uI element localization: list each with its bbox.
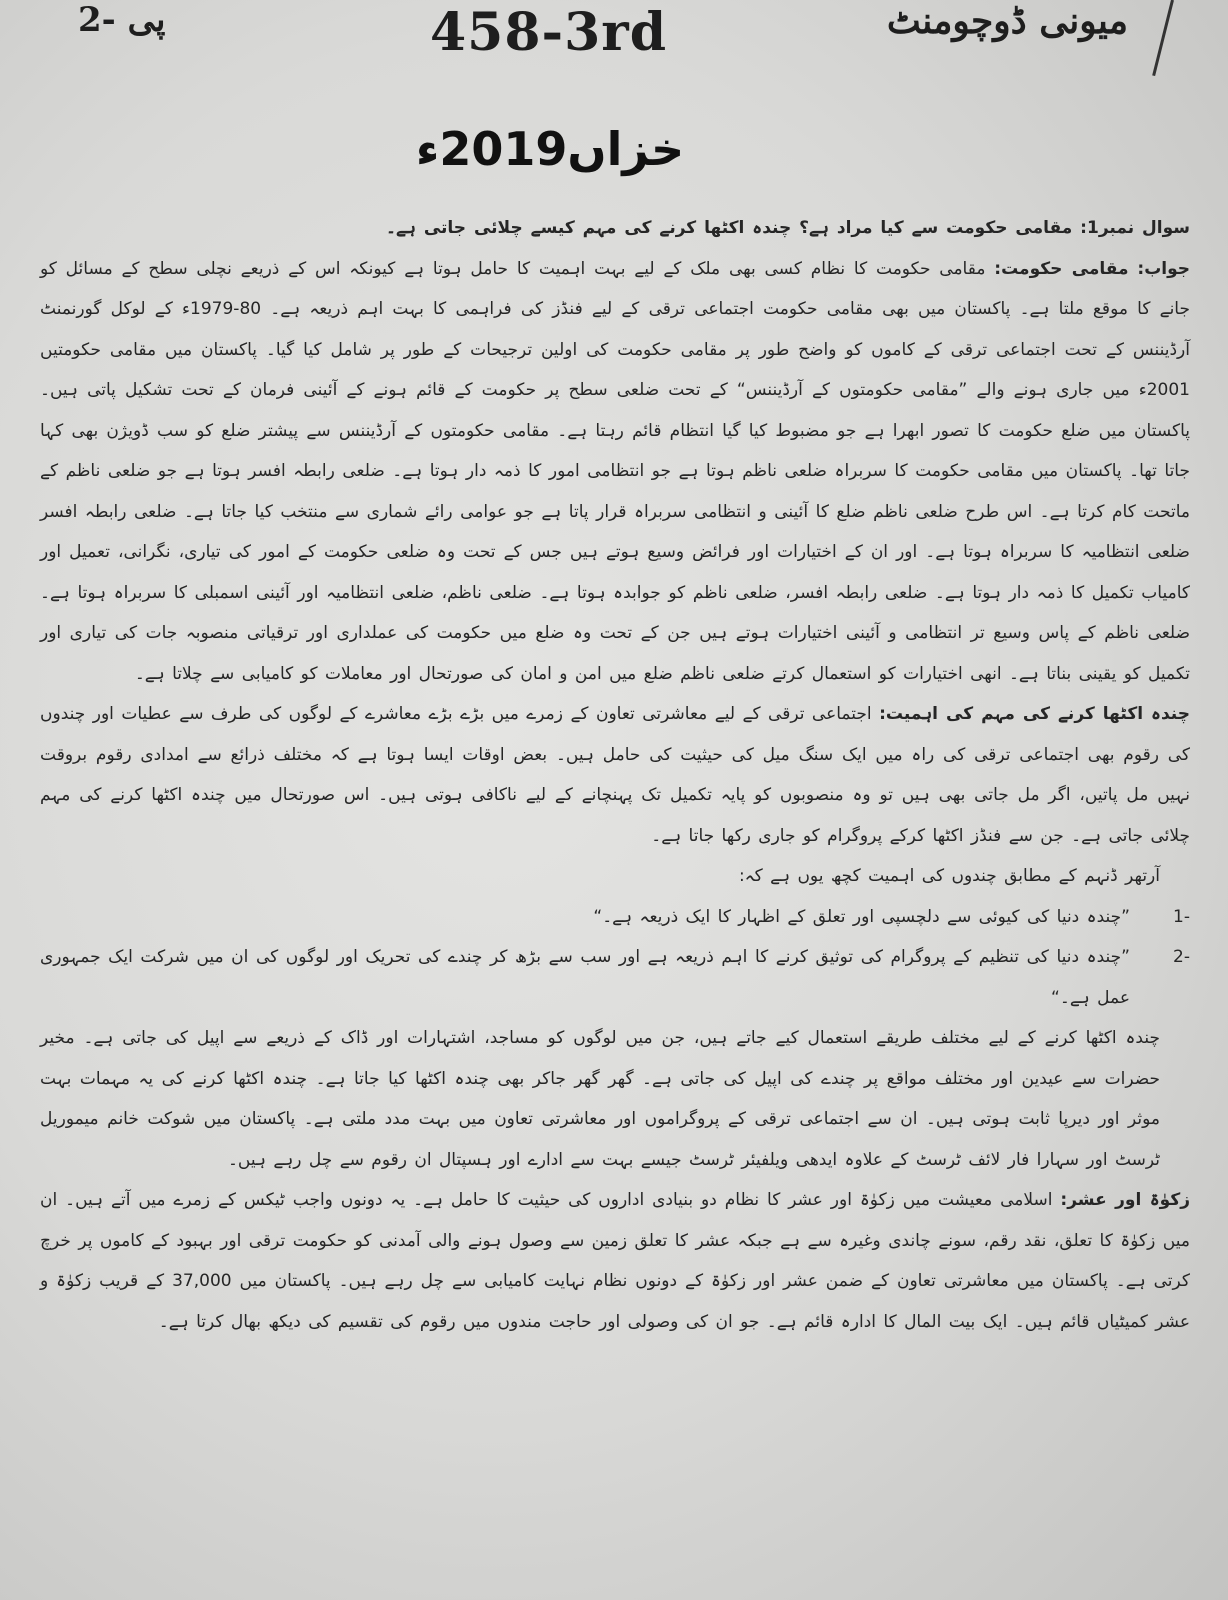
- list-item-number: -2: [1173, 947, 1190, 967]
- page-code-left: پی -2: [78, 0, 166, 40]
- document-body: [40, 208, 1190, 1342]
- list-item: [40, 937, 1190, 1018]
- answer-paragraph-1: [40, 249, 1190, 695]
- list-item-text: ”چندہ دنیا کی تنظیم کے پروگرام کی توثیق کرنے کا اہم ذریعہ ہے اور سب سے بڑھ کر چندے کی تحریک اور لوگوں کی ان میں شرکت ایک جمہوری عمل ہے۔“: [40, 947, 1130, 1008]
- fund-raising-paragraph: [40, 694, 1190, 856]
- zakat-heading: زکوٰۃ اور عشر:: [1060, 1190, 1190, 1210]
- quote-intro: آرتھر ڈنہم کے مطابق چندوں کی اہمیت کچھ یوں ہے کہ:: [738, 866, 1160, 886]
- local-government-heading: مقامی حکومت:: [994, 258, 1129, 279]
- course-code: 458-3rd: [430, 2, 668, 63]
- margin-line: [1152, 0, 1174, 76]
- zakat-paragraph: [40, 1180, 1190, 1342]
- local-government-text: مقامی حکومت کا نظام کسی بھی ملک کے لیے بہت اہمیت کا حامل ہوتا ہے کیونکہ اس کے ذریعے نچلی سطح کے مسائل کو جانے کا موقع ملتا ہے۔ پاکستان میں بھی مقامی حکومت اجتماعی ترقی کے لیے فنڈز کی فراہمی کا بہت اہم ذریعہ ہے۔ 80-1979ء کے لوکل گورنمنٹ آرڈیننس کے تحت اجتماعی ترقی کے کاموں کو واضح طور پر مقامی حکومت کی اولین ترجیحات کے طور پر شامل کیا گیا۔ پاکستان میں مقامی حکومتیں 2001ء میں جاری ہونے والے ”مقامی حکومتوں کے آرڈیننس“ کے تحت ضلعی سطح پر حکومت کے قائم ہونے کے آئینی فرمان کے تحت تشکیل پاتی ہیں۔ پاکستان میں ضلع حکومت کا تصور ابھرا ہے جو مضبوط کیا گیا انتظام قائم رہتا ہے۔ مقامی حکومتوں کے آرڈیننس سے پیشتر ضلع کو سب ڈویژن بھی کہا جاتا تھا۔ پاکستان میں مقامی حکومت کا سربراہ ضلعی ناظم ہوتا ہے جو انتظامی امور کا ذمہ دار ہوتا ہے۔ ضلعی رابطہ افسر ہوتا ہے جو ضلعی ناظم کے ماتحت کام کرتا ہے۔ اس طرح ضلعی ناظم ضلع کا آئینی و انتظامی سربراہ قرار پاتا ہے جو عوامی رائے شماری سے منتخب کیا جاتا ہے۔ ضلعی رابطہ افسر ضلعی انتظامیہ کا سربراہ ہوتا ہے۔ اور ان کے اختیارات اور فرائض وسیع ہوتے ہیں جس کے تحت وہ ضلعی حکومت کے امور کی تیاری، نگرانی، تعمیل اور کامیاب تکمیل کا ذمہ دار ہوتا ہے۔ ضلعی رابطہ افسر، ضلعی ناظم کو جوابدہ ہوتا ہے۔ ضلعی ناظم، ضلعی انتظامیہ اور آئینی اسمبلی کا سربراہ ہوتا ہے۔ ضلعی ناظم کے پاس وسیع تر انتظامی و آئینی اختیارات ہوتے ہیں جن کے تحت وہ ضلع میں حکومت کی عملداری اور ترقیاتی منصوبہ جات کی تیاری اور تکمیل کو یقینی بناتا ہے۔ انھی اختیارات کو استعمال کرتے ضلعی ناظم ضلع میں امن و امان کی صورتحال اور معاملات کو کامیابی سے چلاتا ہے۔: [40, 258, 1190, 684]
- list-item-text: ”چندہ دنیا کی کیوئی سے دلچسپی اور تعلق کے اظہار کا ایک ذریعہ ہے۔“: [593, 906, 1130, 927]
- list-item-number: -1: [1173, 906, 1190, 927]
- question-text: سوال نمبر1: مقامی حکومت سے کیا مراد ہے؟ چندہ اکٹھا کرنے کی مہم کیسے چلائی جاتی ہے۔: [386, 218, 1190, 238]
- fund-raising-methods-paragraph: چندہ اکٹھا کرنے کے لیے مختلف طریقے استعمال کیے جاتے ہیں، جن میں لوگوں کو مساجد، اشتہارات اور ڈاک کے ذریعے سے اپیل کی جاتی ہے۔ مخیر حضرات سے عیدین اور مختلف مواقع پر چندے کی اپیل کی جاتی ہے۔ گھر گھر جاکر بھی چندہ اکٹھا کیا جاتا ہے۔ چندہ اکٹھا کرنے کی یہ مہمات بہت موثر اور دیرپا ثابت ہوتی ہیں۔ ان سے اجتماعی ترقی کے پروگراموں اور معاشرتی تعاون میں بہت مدد ملتی ہے۔ پاکستان میں شوکت خانم میموریل ٹرسٹ اور سہارا فار لائف ٹرسٹ کے علاوہ ایدھی ویلفیئر ٹرسٹ جیسے بہت سے ادارے اور ہسپتال ان رقوم سے چل رہے ہیں۔: [40, 1028, 1160, 1170]
- page-title: خزاں2019ء: [415, 122, 685, 176]
- answer-label: جواب:: [1137, 258, 1191, 279]
- publisher-name: میونی ڈوچومنٹ: [886, 0, 1128, 42]
- zakat-text: اسلامی معیشت میں زکوٰۃ اور عشر کا نظام دو بنیادی اداروں کی حیثیت کا حامل ہے۔ یہ دونوں واجب ٹیکس کے زمرے میں آتے ہیں۔ ان میں زکوٰۃ کا تعلق، نقد رقم، سونے چاندی وغیرہ سے ہے جبکہ عشر کا تعلق زمین سے وصول ہونے والی آمدنی کو حکومت ترقی اور بہبود کے کاموں پر خرچ کرتی ہے۔ پاکستان میں معاشرتی تعاون کے ضمن عشر اور زکوٰۃ کے دونوں نظام نہایت کامیابی سے چل رہے ہیں۔ پاکستان میں 37,000 کے قریب زکوٰۃ و عشر کمیٹیاں قائم ہیں۔ ایک بیت المال کا ادارہ قائم ہے۔ جو ان کی وصولی اور حاجت مندوں میں رقوم کی تقسیم کی دیکھ بھال کرتا ہے۔: [40, 1190, 1191, 1332]
- fund-raising-heading: چندہ اکٹھا کرنے کی مہم کی اہمیت:: [879, 704, 1190, 724]
- fund-raising-text: اجتماعی ترقی کے لیے معاشرتی تعاون کے زمرے میں بڑے بڑے معاشرے کے لوگوں کی طرف سے عطیات اور چندوں کی رقوم بھی اجتماعی ترقی کی راہ میں ایک سنگ میل کی حیثیت کی حامل ہیں۔ بعض اوقات ایسا ہوتا ہے کہ مختلف ذرائع سے امدادی رقوم بروقت نہیں مل پاتیں، اگر مل جاتی بھی ہیں تو وہ منصوبوں کو پایہ تکمیل تک پہنچانے کے لیے ناکافی ہوتی ہیں۔ اس صورتحال میں چندہ اکٹھا کرنے کی مہم چلائی جاتی ہے۔ جن سے فنڈز اکٹھا کرکے پروگرام کو جاری رکھا جاتا ہے۔: [40, 704, 1190, 846]
- list-item: [40, 897, 1190, 938]
